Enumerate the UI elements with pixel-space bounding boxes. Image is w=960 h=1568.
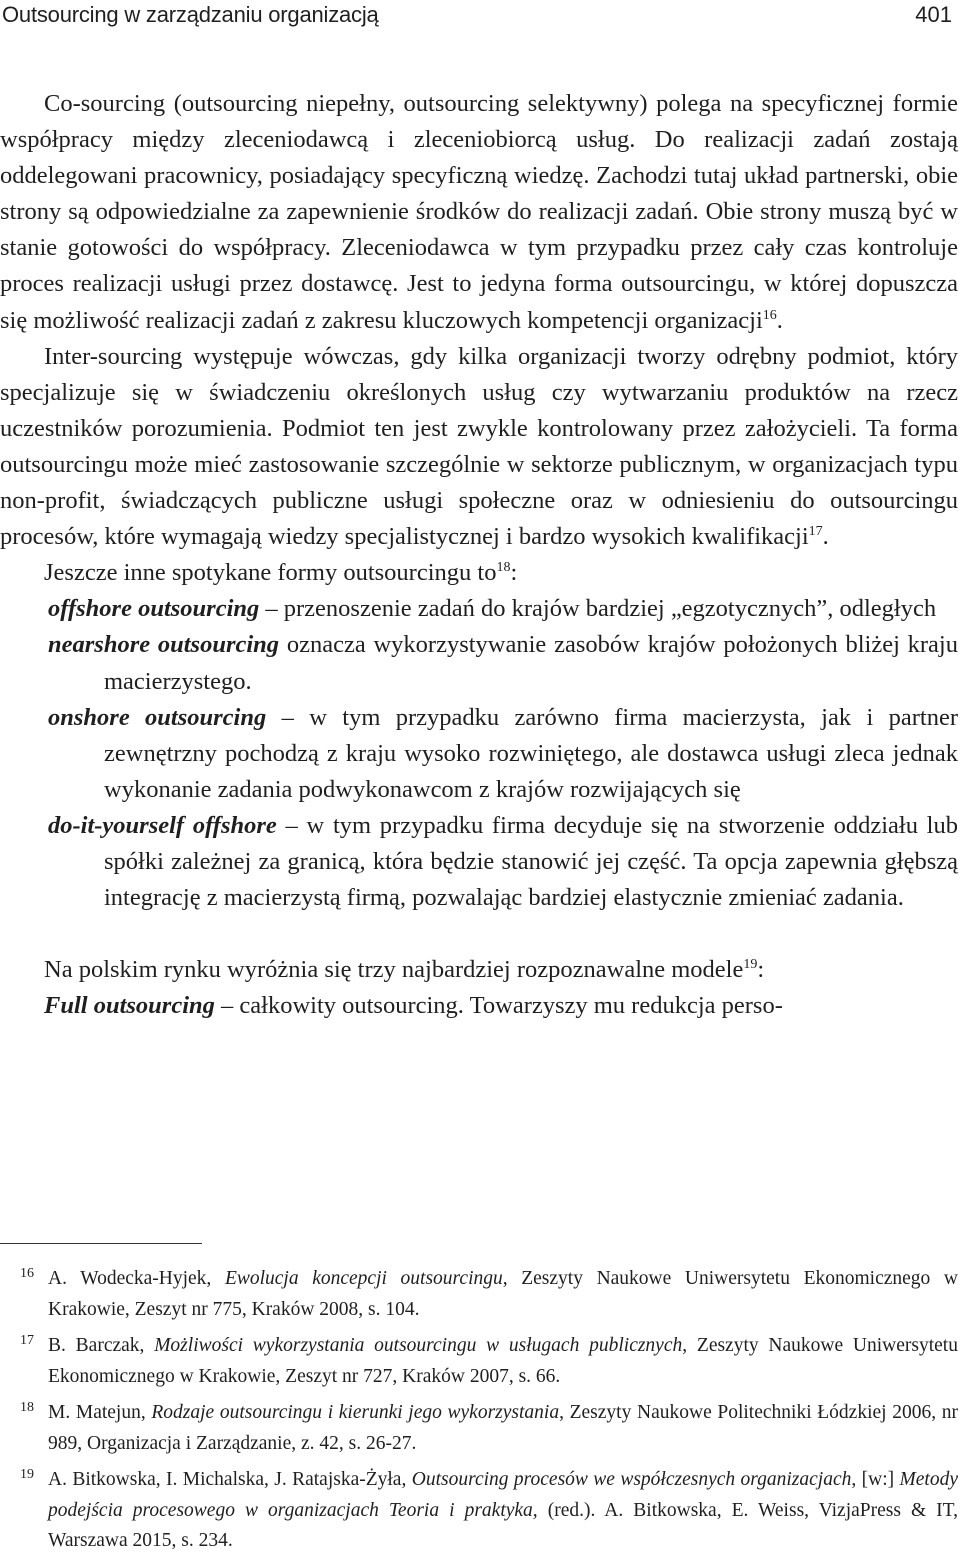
definition-diy-offshore (0, 808, 958, 916)
footnote-author: A. Bitkowska, I. Michalska, J. Ratajska-Żyła, (48, 1469, 412, 1490)
footnote-number: 17 (20, 1333, 34, 1348)
paragraph-text-end: : (757, 956, 765, 984)
paragraph-co-sourcing (0, 86, 958, 339)
paragraph-full-outsourcing (0, 988, 958, 1024)
footnote-divider (0, 1243, 202, 1244)
paragraph-text-end: : (510, 559, 518, 587)
footnote-title: Możliwości wykorzystania outsourcingu w usługach publicznych (154, 1335, 683, 1356)
paragraph-text: Inter-sourcing występuje wówczas, gdy kilka organizacji tworzy odrębny podmiot, który specjalizuje się w świadczeniu określonych usług czy wytwarzaniu produktów na rzecz uczestników porozumienia. Podmiot ten jest zwykle kontrolowany przez założycieli. Ta forma outsourcingu może mieć zastosowanie szczególnie w sektorze publicznym, w organizacjach typu non-profit, świadczących publiczne usługi społeczne oraz w odniesieniu do outsourcingu procesów, które wymagają wiedzy specjalistycznej i bardzo wysokich kwalifikacji (0, 342, 958, 551)
footnote-number: 18 (20, 1400, 34, 1415)
definition-nearshore (0, 627, 958, 699)
full-outsourcing-text: – całkowity outsourcing. Towarzyszy mu redukcja perso- (214, 992, 783, 1020)
definition-term: nearshore outsourcing (48, 631, 280, 659)
definition-text: – przenoszenie zadań do krajów bardziej „egzotycznych”, odległych (259, 595, 937, 623)
footnote-author: B. Barczak, (48, 1335, 155, 1356)
running-head: Outsourcing w zarządzaniu organizacją (2, 2, 379, 27)
paragraph-text: Co-sourcing (outsourcing niepełny, outsourcing selektywny) polega na specyficznej formie współpracy między zleceniodawcą i zleceniobiorcą usług. Do realizacji zadań zostają oddelegowani pracownicy, posiadający specyficzną wiedzę. Zachodzi tutaj układ partnerski, obie strony są odpowiedzialne za zapewnienie środków do realizacji zadań. Obie strony muszą być w stanie gotowości do współpracy. Zleceniodawca w tym przypadku przez cały czas kontroluje proces realizacji usługi przez dostawcę. Jest to jedyna forma outsourcingu, w której dopuszcza się możliwość realizacji zadań z zakresu kluczowych kompetencji organizacji (0, 90, 958, 334)
footnotes (0, 1264, 958, 1563)
footnote-number: 19 (20, 1467, 34, 1482)
footnote-17 (0, 1331, 958, 1392)
paragraph-text-end: . (776, 306, 783, 334)
page-header (0, 0, 960, 40)
footnote-rest: , Zeszyty Naukowe Uniwersytetu Ekonomicznego w Krakowie, Zeszyt nr 775, Kraków 2008, s. 104. (48, 1268, 959, 1320)
footnote-number: 16 (20, 1266, 34, 1281)
footnote-author: A. Wodecka-Hyjek, (48, 1268, 225, 1289)
definition-term: onshore outsourcing (48, 703, 267, 731)
definition-offshore (0, 591, 958, 627)
footnote-ref-19[interactable]: 19 (743, 957, 758, 973)
footnote-title: Ewolucja koncepcji outsourcingu (224, 1268, 503, 1289)
footnote-ref-18[interactable]: 18 (496, 560, 511, 576)
paragraph-models (0, 952, 958, 988)
footnote-title: Outsourcing procesów we współczesnych organizacjach (411, 1469, 852, 1490)
footnote-author: M. Matejun, (48, 1402, 152, 1423)
footnote-rest: (red.). A. Bitkowska, E. Weiss, VizjaPress & IT, Warszawa 2015, s. 234. (48, 1499, 958, 1551)
paragraph-text: Jeszcze inne spotykane formy outsourcingu to (44, 559, 497, 587)
definition-onshore (0, 700, 958, 808)
body-text (0, 86, 958, 1024)
footnote-18 (0, 1398, 958, 1459)
definition-term: do-it-yourself offshore (48, 811, 277, 839)
footnote-book-title: Metody podejścia procesowego w organizacjach Teoria i praktyka, (48, 1469, 959, 1521)
footnote-rest: , Zeszyty Naukowe Politechniki Łódzkiej 2006, nr 989, Organizacja i Zarządzanie, z. 42, s. 26-27. (48, 1402, 958, 1454)
footnote-ref-17[interactable]: 17 (808, 524, 823, 540)
full-outsourcing-term: Full outsourcing (44, 992, 215, 1020)
page-number: 401 (915, 2, 952, 27)
definition-text: – w tym przypadku zarówno firma macierzysta, jak i partner zewnętrzny pochodzą z kraju wysoko rozwiniętego, ale dostawca usługi zleca jednak wykonanie zadania podwykonawcom z krajów rozwijających się (104, 703, 958, 803)
definition-text: – w tym przypadku firma decyduje się na stworzenie oddziału lub spółki zależnej za granicą, która będzie stanowić jej część. Ta opcja zapewnia głębszą integrację z macierzystą firmą, pozwalając bardziej elastycznie zmieniać zadania. (104, 811, 958, 912)
definition-term: offshore outsourcing (48, 595, 260, 623)
footnote-title: Rodzaje outsourcingu i kierunki jego wykorzystania (151, 1402, 560, 1423)
footnote-rest: , Zeszyty Naukowe Uniwersytetu Ekonomicznego w Krakowie, Zeszyt nr 727, Kraków 2007, s. 66. (48, 1335, 958, 1387)
paragraph-inter-sourcing (0, 339, 958, 556)
paragraph-text-end: . (822, 523, 829, 551)
paragraph-other-forms (0, 555, 958, 591)
paragraph-text: Na polskim rynku wyróżnia się trzy najbardziej rozpoznawalne modele (44, 956, 744, 984)
definition-text: oznacza wykorzystywanie zasobów krajów położonych bliżej kraju macierzystego. (104, 631, 958, 695)
footnote-16 (0, 1264, 958, 1325)
footnote-19 (0, 1465, 958, 1557)
footnote-mid: , [w:] (851, 1469, 900, 1490)
footnote-ref-16[interactable]: 16 (762, 307, 777, 323)
